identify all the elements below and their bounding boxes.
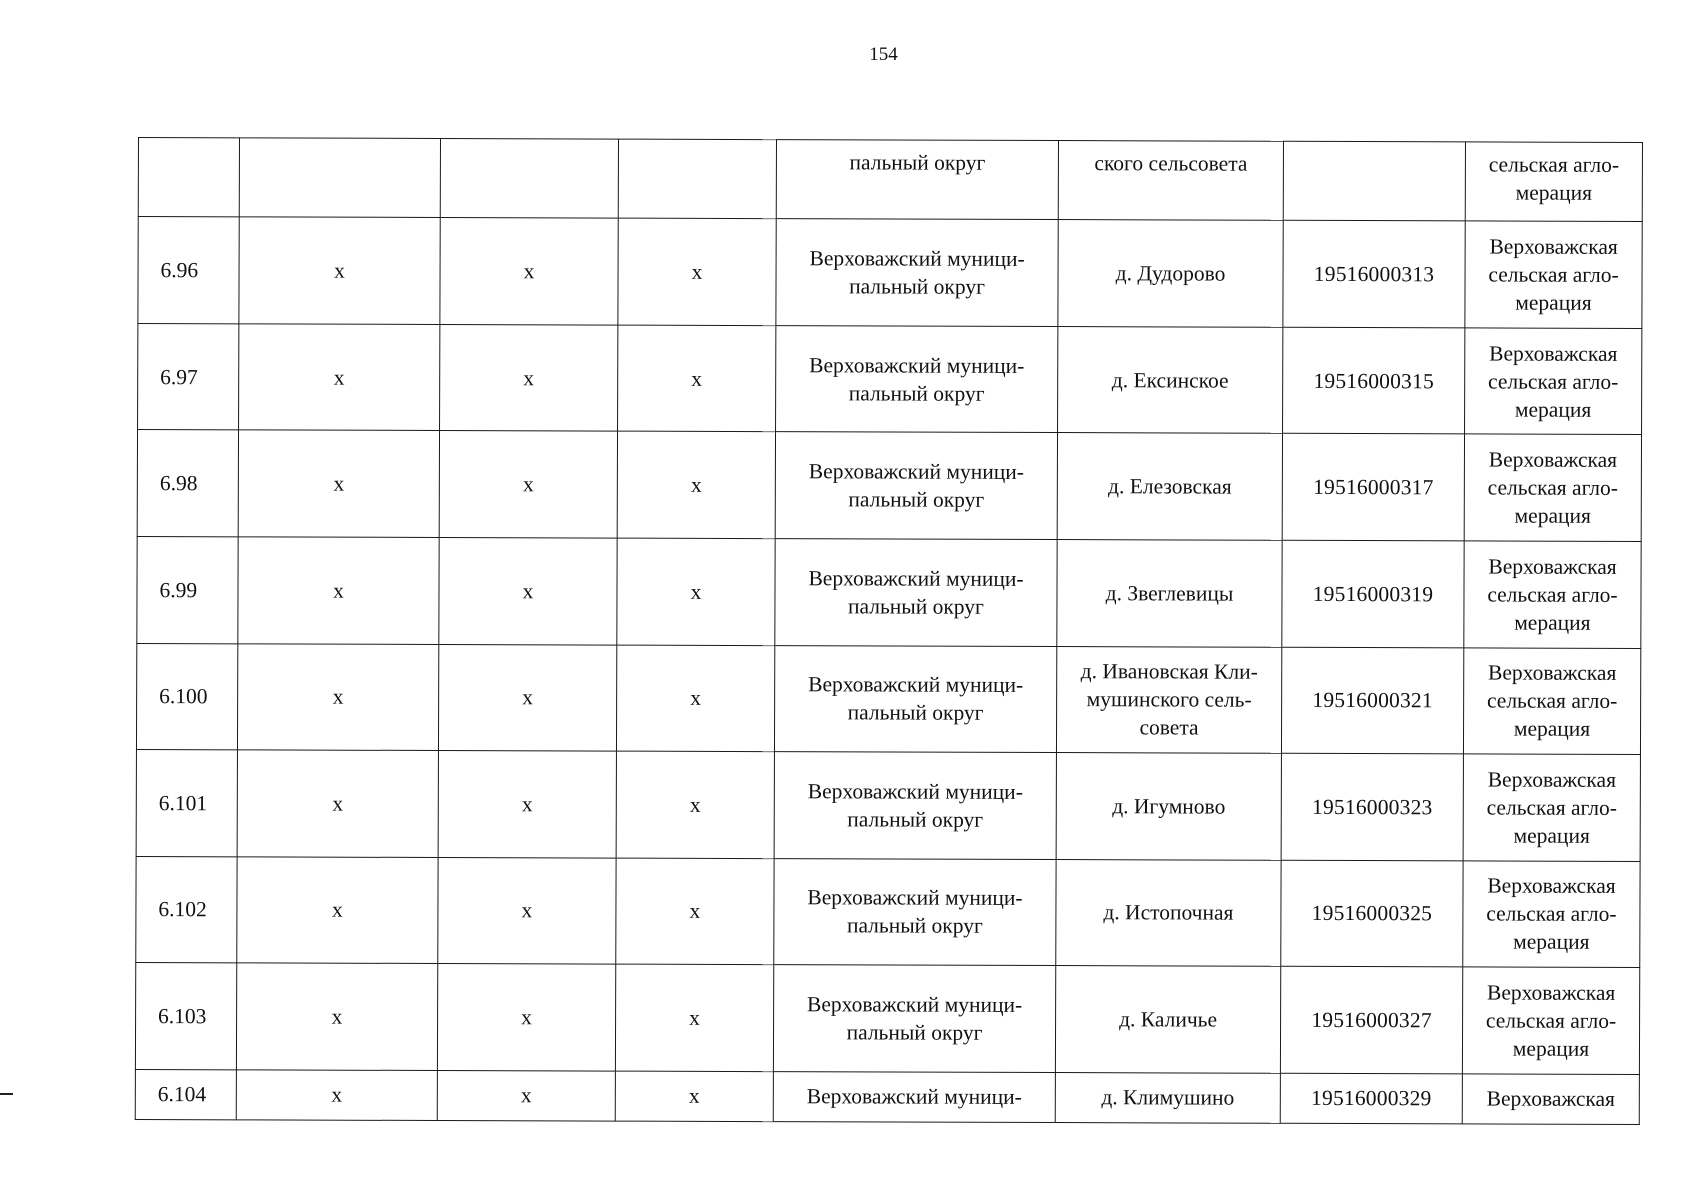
cell-num: 6.99 bbox=[137, 536, 238, 643]
cell-col2: x bbox=[238, 537, 439, 644]
cell-col4: x bbox=[616, 858, 774, 965]
cell-settlement: д. Ексинское bbox=[1058, 326, 1283, 433]
table-row bbox=[136, 750, 1640, 862]
table-row bbox=[138, 323, 1642, 435]
cell-num: 6.104 bbox=[135, 1069, 236, 1120]
cell-settlement: д. Игумново bbox=[1056, 753, 1281, 860]
cell-col4: x bbox=[618, 218, 776, 325]
cell-agglomeration: Верховажская сельская агло- мерация bbox=[1464, 541, 1641, 648]
continued-cell-2 bbox=[239, 138, 440, 218]
cell-col2: x bbox=[237, 643, 438, 750]
cell-agglomeration: Верховажская сельская агло- мерация bbox=[1464, 434, 1641, 541]
cell-col2: x bbox=[238, 430, 439, 537]
cell-col2: x bbox=[239, 217, 440, 324]
continued-cell-num bbox=[138, 138, 239, 218]
cell-num: 6.96 bbox=[138, 217, 239, 324]
cell-col4: x bbox=[616, 751, 774, 858]
cell-col3: x bbox=[437, 964, 615, 1071]
table-row bbox=[135, 963, 1639, 1075]
cell-col3: x bbox=[438, 751, 616, 858]
cell-col4: x bbox=[618, 325, 776, 432]
cell-settlement: д. Елезовская bbox=[1057, 433, 1282, 540]
cell-code: 19516000321 bbox=[1281, 647, 1463, 754]
cell-code: 19516000325 bbox=[1281, 860, 1463, 967]
table-row bbox=[136, 643, 1640, 755]
cell-district: Верховажский муници- пальный округ bbox=[775, 432, 1057, 539]
cell-col3: x bbox=[438, 644, 616, 751]
cell-code: 19516000329 bbox=[1280, 1073, 1462, 1124]
cell-num: 6.101 bbox=[136, 750, 237, 857]
settlements-table bbox=[135, 137, 1643, 1125]
cell-num: 6.100 bbox=[136, 643, 237, 750]
cell-col3: x bbox=[437, 1070, 615, 1121]
cell-num: 6.102 bbox=[136, 856, 237, 963]
cell-col4: x bbox=[616, 645, 774, 752]
cell-district: Верховажский муници- пальный округ bbox=[774, 752, 1056, 859]
cell-agglomeration: Верховажская сельская агло- мерация bbox=[1463, 754, 1640, 861]
table-row bbox=[138, 217, 1642, 329]
cell-settlement: д. Ивановская Кли- мушинского сель- совета bbox=[1056, 646, 1281, 753]
cell-col3: x bbox=[439, 537, 617, 644]
cell-col4: x bbox=[615, 1071, 773, 1122]
cell-agglomeration: Верховажская сельская агло- мерация bbox=[1463, 860, 1640, 967]
cell-code: 19516000319 bbox=[1282, 540, 1464, 647]
cell-settlement: д. Дудорово bbox=[1058, 220, 1283, 327]
cell-district: Верховажский муници- пальный округ bbox=[775, 539, 1057, 646]
cell-district: Верховажский муници- пальный округ bbox=[776, 219, 1058, 326]
cell-num: 6.97 bbox=[138, 323, 239, 430]
continued-cell-4 bbox=[618, 139, 776, 219]
cell-agglomeration: Верховажская сельская агло- мерация bbox=[1465, 221, 1642, 328]
cell-settlement: д. Истопочная bbox=[1056, 859, 1281, 966]
cell-col2: x bbox=[237, 856, 438, 963]
cell-code: 19516000317 bbox=[1282, 434, 1464, 541]
table-row bbox=[136, 856, 1640, 968]
table-row bbox=[137, 536, 1641, 648]
cell-code: 19516000327 bbox=[1280, 966, 1462, 1073]
cell-district: Верховажский муници- bbox=[773, 1071, 1055, 1122]
cell-col3: x bbox=[440, 324, 618, 431]
cell-col2: x bbox=[237, 750, 438, 857]
cell-settlement: д. Звеглевицы bbox=[1057, 540, 1282, 647]
cell-agglomeration: Верховажская сельская агло- мерация bbox=[1465, 328, 1642, 435]
cell-district: Верховажский муници- пальный округ bbox=[773, 965, 1055, 1072]
table-body bbox=[135, 138, 1642, 1125]
continued-row bbox=[138, 138, 1642, 222]
cell-settlement: д. Каличье bbox=[1055, 966, 1280, 1073]
cell-settlement: д. Климушино bbox=[1055, 1072, 1280, 1123]
cell-col2: x bbox=[236, 963, 437, 1070]
cell-col3: x bbox=[440, 218, 618, 325]
cell-agglomeration: Верховажская bbox=[1462, 1074, 1639, 1125]
cell-col3: x bbox=[439, 431, 617, 538]
cell-col2: x bbox=[236, 1069, 437, 1120]
cell-agglomeration: Верховажская сельская агло- мерация bbox=[1463, 647, 1640, 754]
cell-num: 6.103 bbox=[135, 963, 236, 1070]
table-row bbox=[137, 430, 1641, 542]
cell-col3: x bbox=[438, 857, 616, 964]
cell-agglomeration: Верховажская сельская агло- мерация bbox=[1462, 967, 1639, 1074]
continued-cell-code bbox=[1283, 141, 1465, 221]
page-number: 154 bbox=[869, 44, 898, 65]
continued-cell-settlement: ского сельсовета bbox=[1058, 141, 1283, 221]
cell-num: 6.98 bbox=[137, 430, 238, 537]
continued-cell-3 bbox=[440, 139, 618, 219]
table-row bbox=[135, 1069, 1639, 1124]
cell-col4: x bbox=[615, 964, 773, 1071]
cell-code: 19516000315 bbox=[1283, 327, 1465, 434]
cell-district: Верховажский муници- пальный округ bbox=[776, 326, 1058, 433]
continued-cell-district: пальный округ bbox=[776, 140, 1058, 220]
cell-col4: x bbox=[617, 538, 775, 645]
margin-mark bbox=[0, 1093, 13, 1095]
cell-district: Верховажский муници- пальный округ bbox=[774, 858, 1056, 965]
cell-code: 19516000313 bbox=[1283, 221, 1465, 328]
cell-col2: x bbox=[239, 324, 440, 431]
continued-cell-agglomeration: сельская агло- мерация bbox=[1465, 142, 1642, 222]
cell-code: 19516000323 bbox=[1281, 753, 1463, 860]
cell-district: Верховажский муници- пальный округ bbox=[774, 645, 1056, 752]
cell-col4: x bbox=[617, 432, 775, 539]
